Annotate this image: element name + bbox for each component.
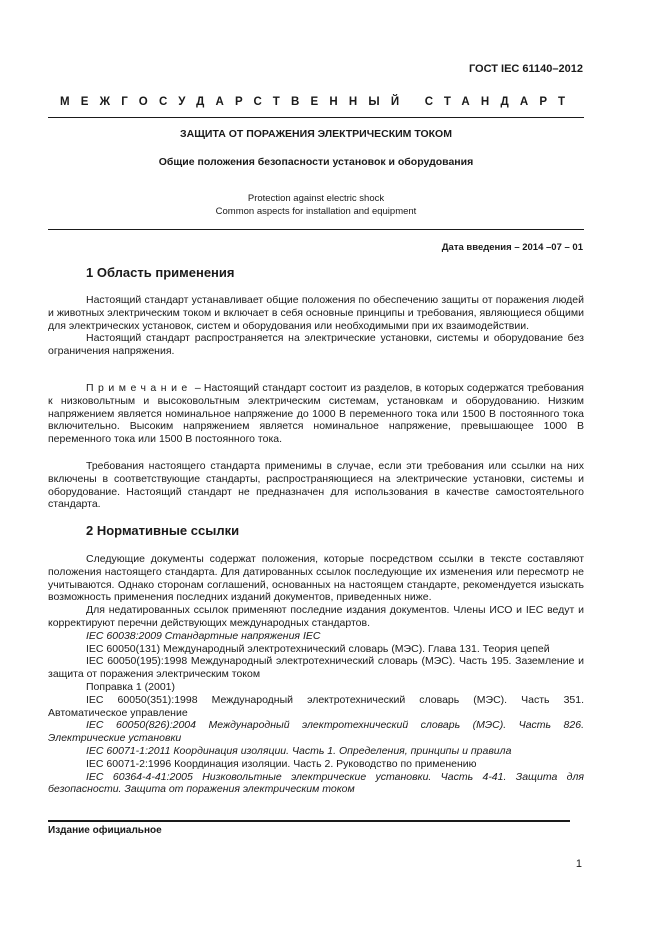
page-number: 1 <box>575 858 582 870</box>
standard-subtitle: Общие положения безопасности установок и оборудования <box>158 156 474 168</box>
reference-item: IEC 60364-4-41:2005 Низковольтные электрические установки. Часть 4-41. Защита для безопасности. Защита от поражения электрическим током <box>48 770 584 796</box>
section-2-body <box>48 553 584 796</box>
paragraph: Следующие документы содержат положения, которые посредством ссылки в тексте составляют положения настоящего стандарта. Для датированных ссылок последующие их изменения или пересмотр не учитываются. Однако сторонам соглашений, основанных на настоящем стандарте, рекомендуется изыскать возможность применения последних изданий документов, приведенных ниже. <box>48 553 584 604</box>
paragraph: Настоящий стандарт устанавливает общие положения по обеспечению защиты от поражения людей и животных электрическим током и включает в себя основные принципы и требования, являющиеся общими для электрических установок, систем и оборудования или необходимыми при их взаимодействии. <box>48 294 584 332</box>
english-title-line-1: Protection against electric shock <box>247 193 385 204</box>
paragraph: Для недатированных ссылок применяют последние издания документов. Члены ИСО и IEC ведут и корректируют перечни действующих международных стандартов. <box>48 604 584 629</box>
reference-item: IEC 60050(131) Международный электротехнический словарь (МЭС). Глава 131. Теория цепей <box>86 642 550 655</box>
note-paragraph <box>48 382 584 446</box>
title-divider <box>48 229 584 230</box>
section-1-heading: 1 Область применения <box>86 265 235 280</box>
section-2-heading: 2 Нормативные ссылки <box>86 523 240 538</box>
document-code: ГОСТ IEC 61140–2012 <box>468 63 583 75</box>
note-block <box>48 382 584 446</box>
reference-item: IEC 60050(826):2004 Международный электротехнический словарь (МЭС). Часть 826. Электрические установки <box>48 719 584 745</box>
english-title-line-2: Common aspects for installation and equipment <box>215 206 417 217</box>
official-edition-label: Издание официальное <box>48 825 162 836</box>
footer-divider <box>48 820 570 822</box>
reference-item: IEC 60050(351):1998 Международный электротехнический словарь (МЭС). Часть 351. Автоматическое управление <box>48 693 584 719</box>
introduction-date: Дата введения – 2014 –07 – 01 <box>441 242 583 253</box>
note-text: – Настоящий стандарт состоит из разделов, в которых содержатся требования к низковольтным и высоковольтным электрическим системам, установкам и оборудованию. Низким напряжением является номинальное напряжение до 1000 В переменного тока или 1500 В постоянного тока включительно. Высоким напряжением является номинальное напряжение, превышающее 1000 В переменного тока или 1500 В постоянного тока. <box>48 382 584 446</box>
paragraph: Требования настоящего стандарта применимы в случае, если эти требования или ссылки на них включены в соответствующие стандарты, распространяющиеся на электрические установки, системы и оборудование. Настоящий стандарт не предназначен для использования в качестве самостоятельного стандарта. <box>48 460 584 511</box>
paragraph: Настоящий стандарт распространяется на электрические установки, системы и оборудование без ограничения напряжения. <box>48 332 584 358</box>
note-label: Примечание <box>86 382 192 394</box>
reference-item: IEC 60071-2:1996 Координация изоляции. Часть 2. Руководство по применению <box>86 757 477 770</box>
reference-item: Поправка 1 (2001) <box>86 680 176 693</box>
reference-item: IEC 60038:2009 Стандартные напряжения IEC <box>86 629 321 642</box>
standard-title: ЗАЩИТА ОТ ПОРАЖЕНИЯ ЭЛЕКТРИЧЕСКИМ ТОКОМ <box>180 128 452 140</box>
section-1-applicability <box>48 460 584 511</box>
reference-item: IEC 60050(195):1998 Международный электротехнический словарь (МЭС). Часть 195. Заземление и защита от поражения электрическим током <box>48 655 584 681</box>
section-1-body <box>48 294 584 358</box>
reference-item: IEC 60071-1:2011 Координация изоляции. Часть 1. Определения, принципы и правила <box>86 744 512 757</box>
standard-banner: МЕЖГОСУДАРСТВЕННЫЙ СТАНДАРТ <box>60 96 577 108</box>
top-divider <box>48 117 584 118</box>
